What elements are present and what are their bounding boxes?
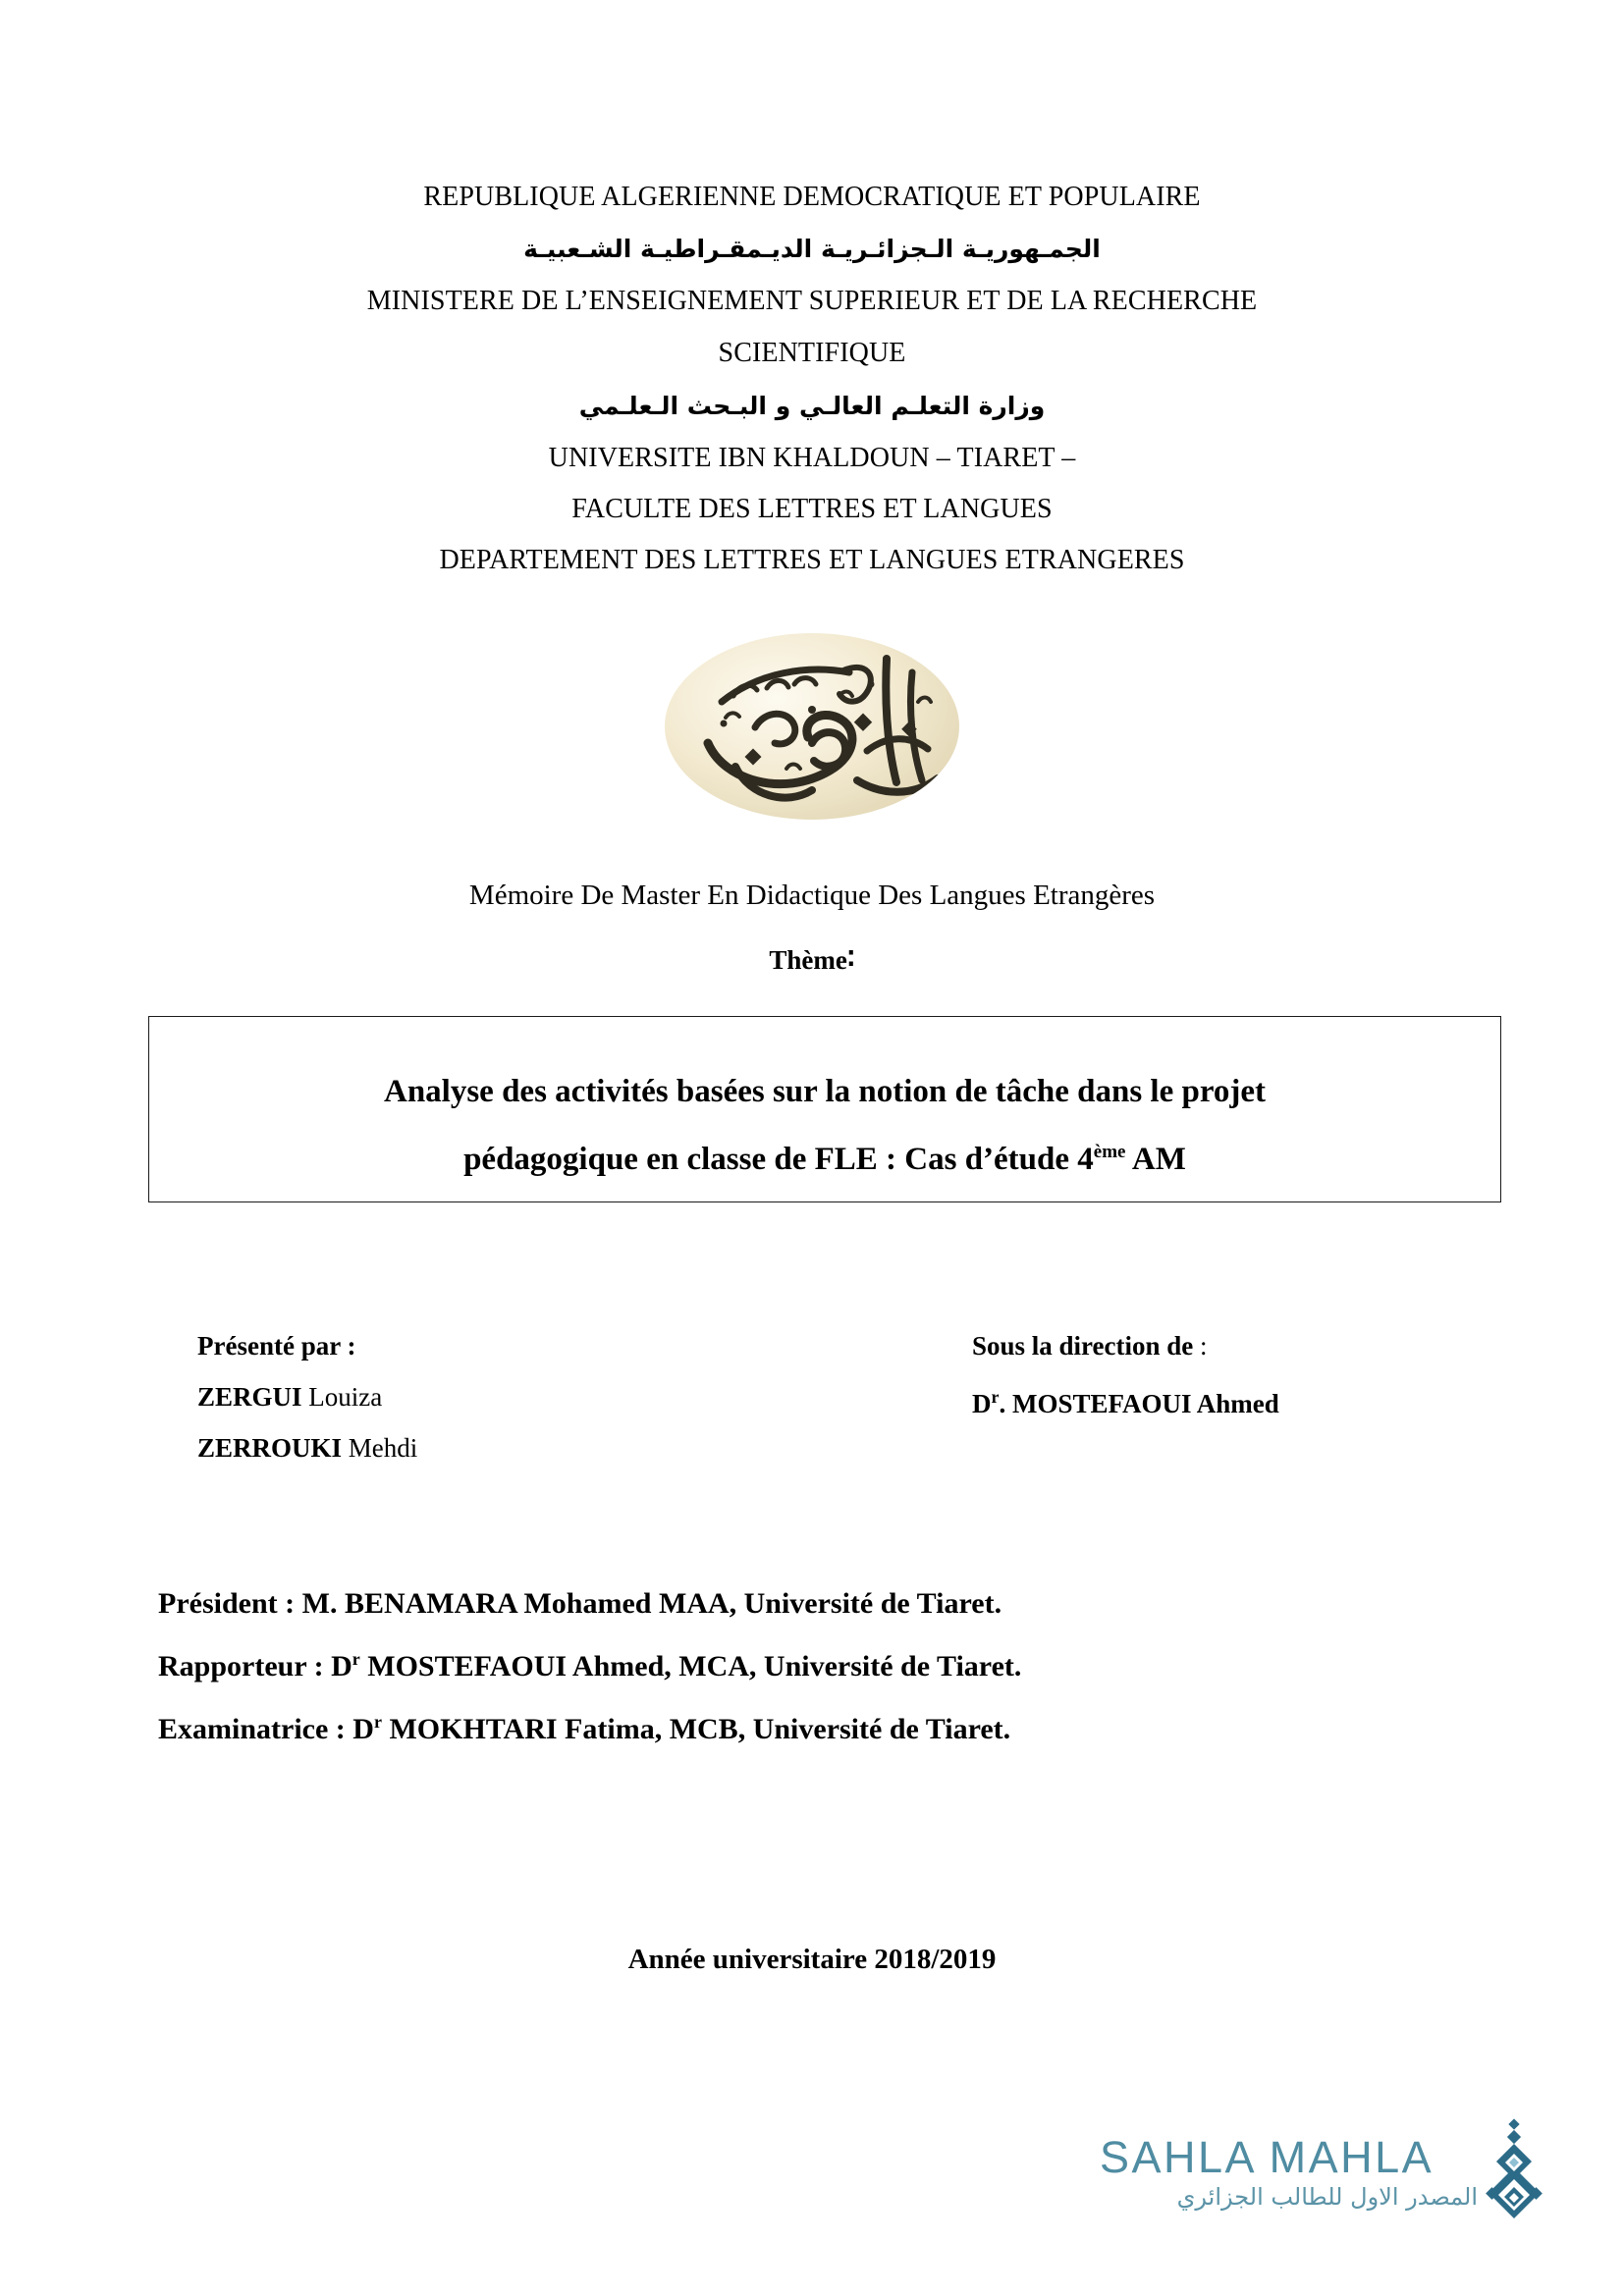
supervisor-rest: . MOSTEFAOUI Ahmed [999,1389,1279,1418]
student-1 [197,1371,417,1422]
header-line-ministry-ar: وزارة التعلـم العالـي و البـحث الـعلـمي [578,392,1046,420]
academic-year: Année universitaire 2018/2019 [627,1944,997,1975]
thesis-title-line-2-main: pédagogique en classe de FLE : Cas d’étude 4 [463,1142,1094,1177]
student-2-surname: ZERROUKI [197,1433,343,1463]
logo-calligraphy-icon [665,633,959,820]
student-2 [197,1422,417,1473]
degree-line: Mémoire De Master En Didactique Des Langues Etrangères [468,880,1156,911]
thesis-title-line-1: Analyse des activités basées sur la notion de tâche dans le projet [383,1074,1267,1109]
supervisor-name [972,1371,1279,1429]
header-line-university: UNIVERSITE IBN KHALDOUN – TIARET – [548,443,1076,473]
presented-by-column [197,1320,417,1473]
presented-by-label: Présenté par : [197,1331,356,1361]
header-line-republic-fr: REPUBLIQUE ALGERIENNE DEMOCRATIQUE ET POPULAIRE [423,182,1201,212]
header-line-ministry-fr-1: MINISTERE DE L’ENSEIGNEMENT SUPERIEUR ET DE LA RECHERCHE [366,286,1258,316]
jury-name-president: M. BENAMARA Mohamed MAA, Université de Tiaret. [301,1587,1002,1620]
jury-name-rapporteur: MOSTEFAOUI Ahmed, MCA, Université de Tiaret. [359,1650,1022,1682]
supervised-by-label [972,1320,1279,1371]
header-line-department: DEPARTEMENT DES LETTRES ET LANGUES ETRANGERES [439,545,1185,575]
thesis-title-box [148,1016,1501,1202]
student-2-given: Mehdi [342,1433,418,1463]
supervised-by-column [972,1320,1279,1429]
jury-name-examinatrice: MOKHTARI Fatima, MCB, Université de Tiaret. [381,1713,1011,1745]
authors-section [0,1320,1624,1497]
student-1-given: Louiza [301,1382,383,1412]
theme-label-row [0,942,1624,977]
supervised-by-label-text: Sous la direction de [972,1331,1194,1361]
theme-colon: ∶ [846,943,855,976]
student-1-surname: ZERGUI [197,1382,302,1412]
watermark-brand-name: SAHLA MAHLA [1100,2132,1435,2182]
thesis-title-ordinal-suffix: ème [1093,1142,1126,1162]
diamond-lattice-icon [1475,2116,1553,2224]
sahla-mahla-watermark [1100,2132,1542,2250]
jury-prefix-rapporteur: D [331,1650,352,1682]
jury-role-rapporteur: Rapporteur : [158,1650,332,1682]
jury-row-rapporteur [158,1631,1533,1694]
university-logo [665,633,959,820]
supervisor-prefix: D [972,1389,992,1418]
jury-prefix-sup-examinatrice: r [373,1712,382,1732]
thesis-title-line-2-tail: AM [1125,1142,1186,1177]
jury-row-examinatrice [158,1694,1533,1757]
jury-section [158,1569,1533,1757]
theme-label: Thème [769,945,847,975]
jury-prefix-sup-rapporteur: r [352,1649,360,1669]
supervisor-prefix-superscript: r [991,1387,1000,1407]
header-line-faculty: FACULTE DES LETTRES ET LANGUES [571,494,1053,524]
jury-row-president [158,1569,1533,1631]
jury-prefix-examinatrice: D [352,1713,374,1745]
header-line-ministry-fr-2: SCIENTIFIQUE [718,338,906,368]
jury-role-president: Président : [158,1587,302,1620]
jury-role-examinatrice: Examinatrice : [158,1713,353,1745]
supervised-by-label-colon: : [1193,1331,1208,1361]
logo-container [0,633,1624,825]
institution-header [0,172,1624,586]
watermark-tagline-arabic: المصدر الاول للطالب الجزائري [1176,2183,1478,2211]
header-line-republic-ar: الجمـهوريـة الـجزائـريـة الديـمقـراطيـة الشـعبيـة [523,235,1101,263]
thesis-title-line-2 [149,1142,1500,1178]
